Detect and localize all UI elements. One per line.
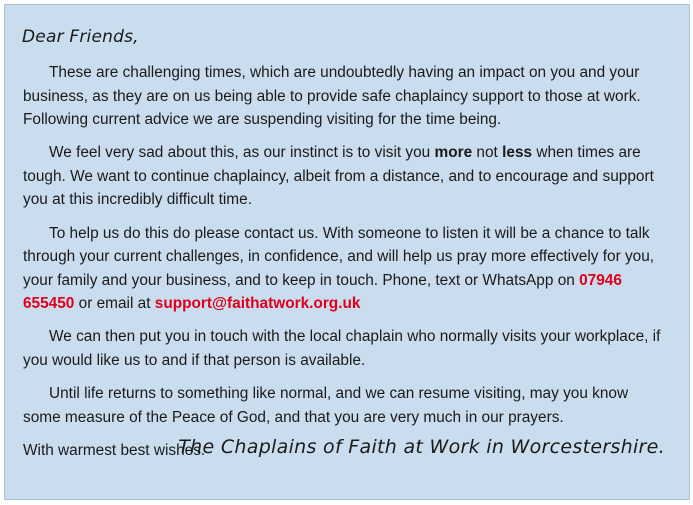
paragraph-text: We feel very sad about this, as our instinct is to visit you	[49, 144, 435, 162]
paragraph-text: when times are tough. We want to continue chaplaincy, albeit from a distance, and to encourage and support you at this incredibly difficult time.	[23, 144, 654, 209]
paragraph-peace-of-god: Until life returns to something like normal, and we can resume visiting, may you know some measure of the Peace of God, and that you are very much in our prayers.	[23, 385, 629, 426]
emphasis-less: less	[502, 144, 533, 162]
emphasis-more: more	[434, 144, 473, 162]
email-link[interactable]: support@faithatwork.org.uk	[154, 295, 361, 313]
paragraph-local-chaplain: We can then put you in touch with the local chaplain who normally visits your workplace, if you would like us to and if that person is available.	[23, 328, 661, 370]
phone-number[interactable]: 07946 655450	[23, 271, 622, 313]
salutation: Dear Friends,	[22, 27, 139, 47]
closing-line: With warmest best wishes.	[23, 441, 206, 459]
paragraph-instinct-to-visit	[23, 141, 663, 212]
letter-body	[23, 61, 663, 472]
signature: The Chaplains of Faith at Work in Worcestershire.	[178, 436, 665, 458]
paragraph-contact-us	[23, 222, 663, 316]
paragraph-suspending-visits: These are challenging times, which are undoubtedly having an impact on you and your business, as they are on us being able to provide safe chaplaincy support to those at work. Following current advice we are suspending visiting for the time being.	[23, 64, 641, 129]
paragraph-text: or email at	[74, 295, 155, 313]
paragraph-text: To help us do this do please contact us. With someone to listen it will be a chance to talk through your current challenges, in confidence, and will help us pray more effectively for you, your family and your business, and to keep in touch. Phone, text or WhatsApp on	[23, 224, 655, 289]
paragraph-text: not	[472, 144, 503, 162]
